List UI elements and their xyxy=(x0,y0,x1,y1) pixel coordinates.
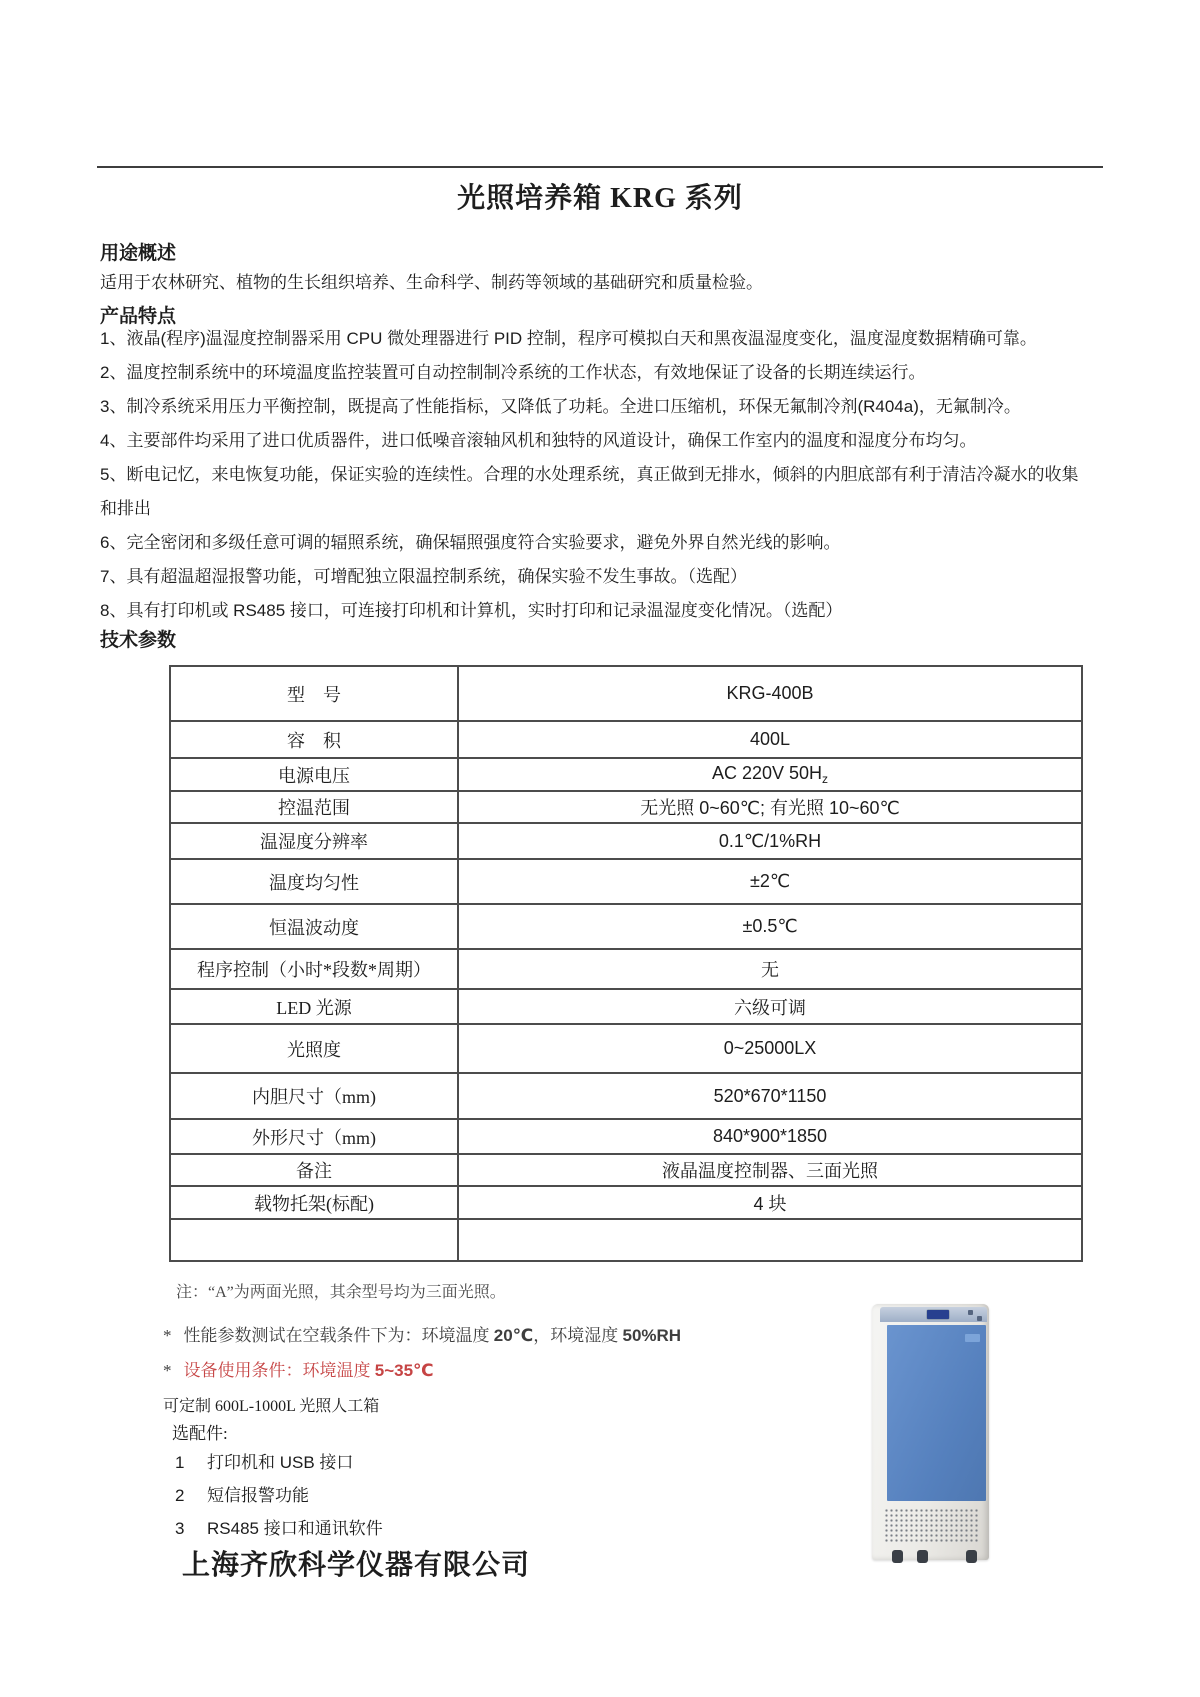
feature-item xyxy=(100,560,1160,594)
note-text-red: 设备使用条件：环境温度 xyxy=(183,1361,375,1380)
spec-value-main: AC 220V 50H xyxy=(711,763,823,783)
table-row xyxy=(170,1024,1082,1073)
table-footnote: 注：“A”为两面光照，其余型号均为三面光照。 xyxy=(176,1284,506,1301)
feature-text: 5、断电记忆，来电恢复功能，保证实验的连续性。合理的水处理系统，真正做到无排水，倾斜的内胆底部有利于清洁冷凝水的收集 xyxy=(100,465,1079,484)
spec-label: 型 号 xyxy=(170,666,458,721)
feature-text: 2、温度控制系统中的环境温度监控装置可自动控制制冷系统的工作状态，有效地保证了设备的长期连续运行。 xyxy=(100,363,926,382)
option-label: 打印机和 USB 接口 xyxy=(207,1453,354,1472)
spec-value: 液晶温度控制器、三面光照 xyxy=(458,1154,1082,1186)
option-item xyxy=(175,1479,383,1512)
features-list xyxy=(100,322,1160,628)
spec-value: 无光照 0~60℃; 有光照 10~60℃ xyxy=(458,791,1082,823)
spec-value: 840*900*1850 xyxy=(458,1119,1082,1154)
options-list xyxy=(175,1446,383,1545)
table-row xyxy=(170,859,1082,904)
spec-value: 400L xyxy=(458,721,1082,758)
spec-value: ±0.5℃ xyxy=(458,904,1082,949)
incubator-lcd-display xyxy=(927,1310,949,1319)
spec-label xyxy=(170,1219,458,1261)
company-name: 上海齐欣科学仪器有限公司 xyxy=(182,1550,531,1581)
note-value: 20℃ xyxy=(493,1326,534,1345)
table-row xyxy=(170,904,1082,949)
spec-value: 0~25000LX xyxy=(458,1024,1082,1073)
spec-label: 恒温波动度 xyxy=(170,904,458,949)
feature-text: 7、具有超温超湿报警功能，可增配独立限温控制系统，确保实验不发生事故。（选配） xyxy=(100,567,747,586)
feature-item-continuation xyxy=(100,492,1160,526)
feature-text: 和排出 xyxy=(100,499,151,518)
spec-label: 备注 xyxy=(170,1154,458,1186)
spec-value: 520*670*1150 xyxy=(458,1073,1082,1119)
spec-value: 0.1℃/1%RH xyxy=(458,823,1082,859)
option-item xyxy=(175,1446,383,1479)
table-row xyxy=(170,758,1082,791)
feature-text: 4、主要部件均采用了进口优质器件，进口低噪音滚轴风机和独特的风道设计，确保工作室内的温度和湿度分布均匀。 xyxy=(100,431,977,450)
asterisk: * xyxy=(163,1326,172,1345)
specs-table xyxy=(169,665,1083,1262)
spec-value: 4 块 xyxy=(458,1186,1082,1219)
asterisk: * xyxy=(163,1361,172,1380)
spec-label: 容 积 xyxy=(170,721,458,758)
incubator-caster xyxy=(892,1550,903,1563)
feature-item xyxy=(100,424,1160,458)
page-title: 光照培养箱 KRG 系列 xyxy=(457,183,743,214)
spec-label: LED 光源 xyxy=(170,989,458,1024)
spec-label: 载物托架(标配) xyxy=(170,1186,458,1219)
header-rule xyxy=(97,166,1103,168)
section-heading-features: 产品特点 xyxy=(100,306,177,327)
table-row xyxy=(170,1073,1082,1119)
environment-note xyxy=(163,1356,434,1381)
table-row xyxy=(170,989,1082,1024)
feature-item xyxy=(100,458,1160,492)
spec-label: 控温范围 xyxy=(170,791,458,823)
incubator-caster xyxy=(917,1550,928,1563)
spec-label: 温度均匀性 xyxy=(170,859,458,904)
incubator-control-panel xyxy=(880,1307,987,1322)
incubator-vent-grille xyxy=(884,1508,979,1544)
table-row xyxy=(170,1154,1082,1186)
table-row xyxy=(170,666,1082,721)
spec-value: KRG-400B xyxy=(458,666,1082,721)
spec-value-subscript: z xyxy=(822,772,829,786)
spec-value: 六级可调 xyxy=(458,989,1082,1024)
note-text: ，环境湿度 xyxy=(533,1326,623,1345)
spec-label: 温湿度分辨率 xyxy=(170,823,458,859)
spec-label: 电源电压 xyxy=(170,758,458,791)
incubator-door xyxy=(887,1325,986,1501)
option-number: 2 xyxy=(175,1486,185,1505)
feature-item xyxy=(100,356,1160,390)
feature-text: 6、完全密闭和多级任意可调的辐照系统，确保辐照强度符合实验要求，避免外界自然光线的影响。 xyxy=(100,533,841,552)
feature-item xyxy=(100,594,1160,628)
table-row xyxy=(170,823,1082,859)
spec-label: 程序控制（小时*段数*周期） xyxy=(170,949,458,989)
option-number: 1 xyxy=(175,1453,185,1472)
spec-value xyxy=(458,758,1082,791)
incubator-button xyxy=(968,1310,973,1315)
table-row xyxy=(170,721,1082,758)
spec-value: ±2℃ xyxy=(458,859,1082,904)
table-row xyxy=(170,1186,1082,1219)
spec-value xyxy=(458,1219,1082,1261)
option-number: 3 xyxy=(175,1519,185,1538)
option-label: 短信报警功能 xyxy=(207,1486,309,1505)
feature-item xyxy=(100,390,1160,424)
section-heading-usage: 用途概述 xyxy=(100,243,177,264)
performance-note xyxy=(163,1321,681,1346)
note-value-red: 5~35℃ xyxy=(374,1361,434,1380)
spec-label: 光照度 xyxy=(170,1024,458,1073)
feature-text: 1、液晶(程序)温湿度控制器采用 CPU 微处理器进行 PID 控制，程序可模拟白天和黑夜温湿度变化，温度湿度数据精确可靠。 xyxy=(100,329,1037,348)
section-heading-specs: 技术参数 xyxy=(100,630,177,651)
table-row xyxy=(170,791,1082,823)
option-label: RS485 接口和通讯软件 xyxy=(207,1519,383,1538)
spec-label: 外形尺寸（mm) xyxy=(170,1119,458,1154)
product-photo-incubator xyxy=(872,1304,989,1560)
note-value: 50%RH xyxy=(622,1326,682,1345)
table-row xyxy=(170,949,1082,989)
incubator-caster xyxy=(966,1550,977,1563)
incubator-button xyxy=(977,1316,982,1321)
feature-item xyxy=(100,526,1160,560)
incubator-door-label xyxy=(965,1334,980,1342)
usage-paragraph: 适用于农林研究、植物的生长组织培养、生命科学、制药等领域的基础研究和质量检验。 xyxy=(100,273,763,292)
option-item xyxy=(175,1512,383,1545)
options-heading: 选配件: xyxy=(172,1424,228,1443)
feature-text: 8、具有打印机或 RS485 接口，可连接打印机和计算机，实时打印和记录温湿度变化情况。（选配） xyxy=(100,601,843,620)
custom-size-note: 可定制 600L-1000L 光照人工箱 xyxy=(163,1398,380,1415)
spec-value: 无 xyxy=(458,949,1082,989)
table-row-empty xyxy=(170,1219,1082,1261)
table-row xyxy=(170,1119,1082,1154)
feature-text: 3、制冷系统采用压力平衡控制，既提高了性能指标，又降低了功耗。全进口压缩机，环保无氟制冷剂(R404a)，无氟制冷。 xyxy=(100,397,1021,416)
feature-item xyxy=(100,322,1160,356)
note-text: 性能参数测试在空载条件下为：环境温度 xyxy=(183,1326,494,1345)
spec-label: 内胆尺寸（mm) xyxy=(170,1073,458,1119)
